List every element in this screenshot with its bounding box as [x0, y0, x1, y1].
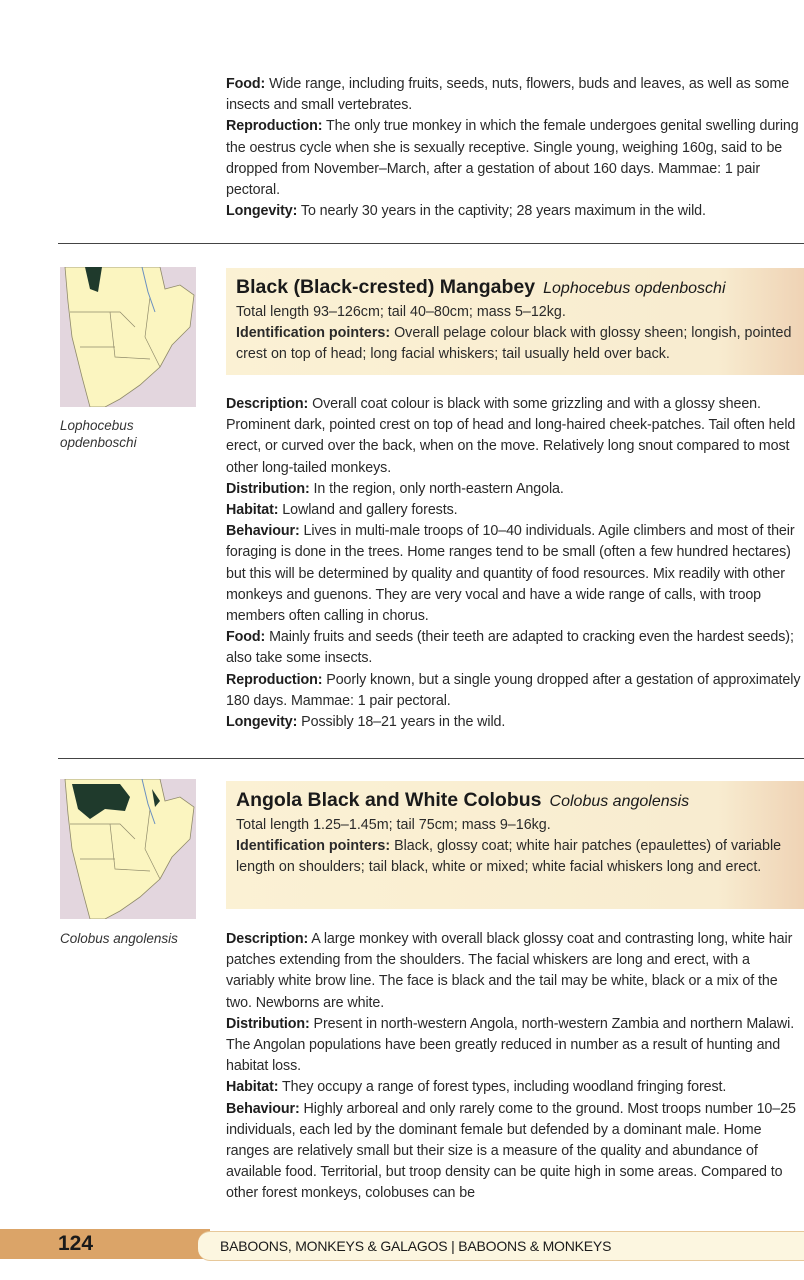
page-number: 124	[58, 1232, 94, 1255]
longevity-text: Possibly 18–21 years in the wild.	[297, 714, 506, 731]
description-text: A large monkey with overall black glossy coat and contrasting long, white hair patches extending from the shoulders. The facial whiskers are long and erect, with a variably white brow line. The face is black and the tail may be white, black or a mix of the two. Newborns are white.	[226, 931, 793, 1011]
longevity-label: Longevity:	[226, 203, 298, 220]
species-measurements: Total length 93–126cm; tail 40–80cm; mass 5–12kg.	[236, 304, 566, 320]
range-map-mangabey	[60, 267, 196, 407]
habitat-label: Habitat:	[226, 502, 279, 519]
id-text: Overall pelage colour black with glossy sheen; longish, pointed crest on top of head; long facial whiskers; tail usually held over back.	[236, 325, 792, 362]
distribution-label: Distribution:	[226, 480, 310, 497]
species-measurements: Total length 1.25–1.45m; tail 75cm; mass 9–16kg.	[236, 817, 551, 833]
id-text: Black, glossy coat; white hair patches (epaulettes) of variable length on shoulders; tail black, white or mixed; white facial whiskers long and erect.	[236, 838, 782, 875]
id-box-colobus	[226, 781, 804, 909]
behaviour-text: Lives in multi-male troops of 10–40 individuals. Agile climbers and most of their foraging is done in the trees. Home ranges tend to be small (often a few hundred hectares) but this will be determined by quality and quantity of food resources. Mix readily with other monkeys and guenons. They are very vocal and have a wide range of calls, with troop members often calling in chorus.	[226, 523, 795, 625]
section-divider	[58, 758, 804, 759]
running-footer	[198, 1231, 804, 1261]
mangabey-text	[226, 394, 802, 733]
reproduction-text: The only true monkey in which the female undergoes genital swelling during the oestrus cycle when she is sexually receptive. Single young, weighing 160g, said to be dropped from November–March, after a gestation of about 160 days. Mammae: 1 pair pectoral.	[226, 118, 799, 199]
id-box-mangabey	[226, 268, 804, 375]
description-label: Description:	[226, 931, 309, 947]
habitat-text: Lowland and gallery forests.	[278, 502, 458, 519]
top-entry-text	[226, 74, 802, 222]
map-caption-colobus: Colobus angolensis	[60, 931, 178, 946]
habitat-label: Habitat:	[226, 1079, 279, 1096]
reproduction-label: Reproduction:	[226, 671, 323, 688]
food-label: Food:	[226, 76, 266, 92]
distribution-text: Present in north-western Angola, north-western Zambia and northern Malawi. The Angolan populations have been greatly reduced in number as a result of hunting and habitat loss.	[226, 1015, 795, 1075]
reproduction-text: Poorly known, but a single young dropped after a gestation of approximately 180 days. Mammae: 1 pair pectoral.	[226, 671, 801, 709]
distribution-text: In the region, only north-eastern Angola.	[309, 480, 564, 497]
habitat-text: They occupy a range of forest types, including woodland fringing forest.	[278, 1079, 727, 1096]
species-scientific-name: Colobus angolensis	[549, 793, 690, 810]
section-divider	[58, 243, 804, 244]
description-label: Description:	[226, 396, 309, 412]
description-text: Overall coat colour is black with some grizzling and with a glossy sheen. Prominent dark, pointed crest on top of head and long-haired cheek-patches. Tail often held erect, or curved over the back, when on the move. Relatively long snout compared to most other long-tailed monkeys.	[226, 396, 796, 476]
food-label: Food:	[226, 629, 266, 646]
food-text: Mainly fruits and seeds (their teeth are adapted to cracking even the hardest seeds); also take some insects.	[226, 629, 794, 667]
colobus-text	[226, 929, 802, 1205]
reproduction-label: Reproduction:	[226, 118, 323, 135]
behaviour-label: Behaviour:	[226, 523, 300, 540]
behaviour-text: Highly arboreal and only rarely come to the ground. Most troops number 10–25 individuals, each led by the dominant female but defended by a dominant male. Home ranges are relatively small but their size is a measure of the quality and abundance of available food. Territorial, but troop density can be quite high in some areas. Compared to other forest monkeys, colobuses can be	[226, 1100, 796, 1202]
section-title: BABOONS, MONKEYS & GALAGOS | BABOONS & MONKEYS	[220, 1238, 612, 1254]
species-scientific-name: Lophocebus opdenboschi	[543, 280, 726, 297]
species-title: Black (Black-crested) Mangabey	[236, 276, 536, 298]
distribution-label: Distribution:	[226, 1015, 310, 1032]
id-label: Identification pointers:	[236, 325, 391, 341]
longevity-label: Longevity:	[226, 714, 298, 731]
behaviour-label: Behaviour:	[226, 1100, 300, 1117]
page-number-tab	[0, 1229, 210, 1259]
map-caption-mangabey: Lophocebus opdenboschi	[60, 418, 137, 450]
id-label: Identification pointers:	[236, 838, 391, 854]
longevity-text: To nearly 30 years in the captivity; 28 years maximum in the wild.	[297, 203, 706, 220]
range-map-colobus	[60, 779, 196, 919]
species-title: Angola Black and White Colobus	[236, 789, 542, 811]
food-text: Wide range, including fruits, seeds, nuts, flowers, buds and leaves, as well as some insects and small vertebrates.	[226, 76, 790, 114]
